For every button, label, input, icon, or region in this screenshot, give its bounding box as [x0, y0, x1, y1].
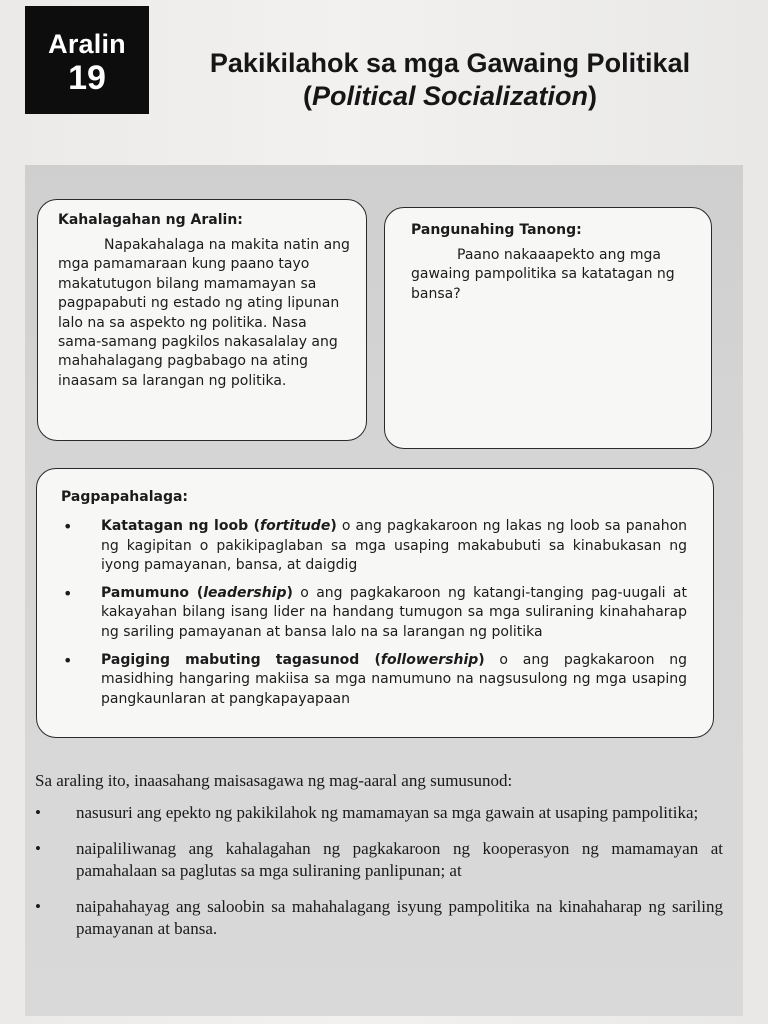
objective-item: [35, 896, 723, 940]
value-item-fortitude: [61, 517, 687, 576]
values-box: [36, 468, 714, 738]
essential-question-heading: Pangunahing Tanong:: [411, 222, 582, 238]
objective-text: naipaliliwanag ang kahalagahan ng pagkakaroon ng kooperasyon ng mamamayan at pamahalaan sa paglutas sa mga suliraning panlipunan; at: [76, 839, 723, 880]
objective-text: naipahahayag ang saloobin sa mahahalagang isyung pampolitika na kinahaharap ng sariling pamayanan at bansa.: [76, 897, 723, 938]
lesson-label: Aralin: [48, 29, 126, 59]
value-item-leadership: [61, 584, 687, 643]
objectives-list: [35, 802, 723, 940]
lesson-title: Pakikilahok sa mga Gawaing Politikal: [209, 48, 691, 78]
value-description: o ang pagkakaroon ng lakas ng loob sa panahon ng kagipitan o pakikipaglaban sa mga usaping makabubuti sa kinabukasan ng iyong pamayanan, bansa, at daigdig: [101, 518, 688, 574]
value-term: Pamumuno (leadership): [101, 584, 293, 601]
values-list: [61, 517, 687, 709]
value-term: Pagiging mabuting tagasunod (followership): [101, 651, 485, 668]
bullet: •: [63, 650, 73, 670]
lesson-title-block: [150, 46, 750, 112]
bullet: •: [63, 517, 73, 536]
importance-box: [37, 199, 367, 441]
importance-heading: Kahalagahan ng Aralin:: [58, 212, 243, 228]
lesson-badge: [25, 6, 149, 114]
importance-text: Napakahalaga na makita natin ang mga pamamaraan kung paano tayo makatutugon bilang mamamayan sa pagpapabuti ng estado ng ating lipunan lalo na sa aspekto ng politika. Nasa sama-samang pagkilos nakasalalay ang mahahalagang pagbabago na ating inaasam sa larangan ng politika.: [58, 237, 350, 389]
values-heading: Pagpapahalaga:: [61, 489, 189, 505]
objective-item: [35, 838, 723, 882]
essential-question-box: [384, 207, 712, 449]
objective-text: nasusuri ang epekto ng pakikilahok ng mamamayan sa mga gawain at usaping pampolitika;: [76, 803, 699, 822]
lesson-subtitle: (Political Socialization): [302, 81, 598, 111]
bullet: •: [63, 583, 73, 603]
bullet: •: [35, 839, 41, 858]
value-term: Katatagan ng loob (fortitude): [101, 518, 337, 534]
objective-item: [35, 802, 723, 824]
bullet: •: [35, 897, 41, 916]
learning-objectives: [35, 770, 723, 954]
lesson-number: 19: [68, 59, 106, 97]
objectives-intro: Sa araling ito, inaasahang maisasagawa ng mag-aaral ang sumusunod:: [35, 771, 513, 790]
bullet: •: [35, 803, 41, 822]
value-description: o ang pagkakaroon ng katangi-tanging pag-uugali at kakayahan bilang isang lider na handang tumugon sa mga suliraning kinahaharap ng sariling pamayanan at bansa lalo na sa larangan ng politika: [101, 584, 687, 640]
value-item-followership: [61, 651, 687, 710]
value-description: o ang pagkakaroon ng masidhing hangaring makiisa sa mga namumuno na nagsusulong ng mga usaping pangkaunlaran at pangkapayapaan: [101, 651, 688, 707]
essential-question-text: Paano nakaaapekto ang mga gawaing pampolitika sa katatagan ng bansa?: [411, 247, 675, 302]
